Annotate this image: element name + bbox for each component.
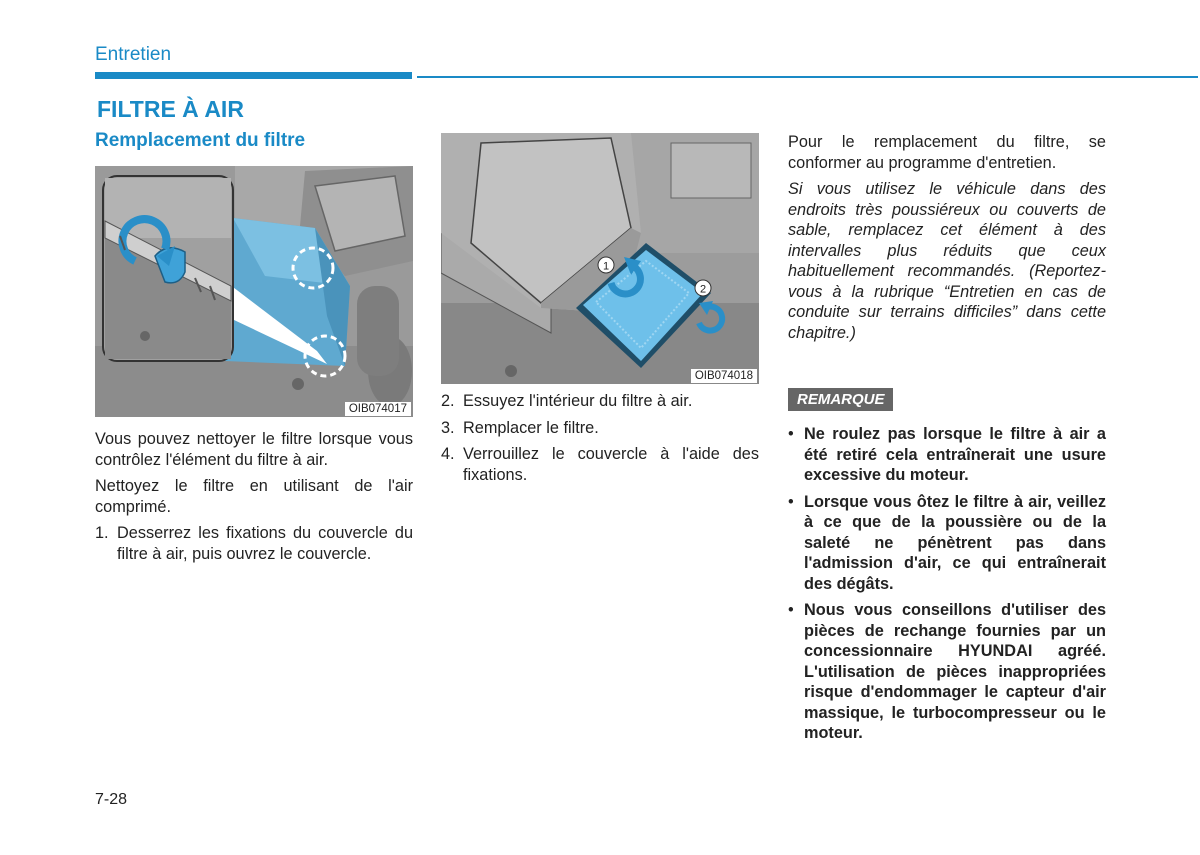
step-text: Remplacer le filtre. xyxy=(463,418,599,437)
figure-filter-replace xyxy=(441,133,759,384)
page-title: FILTRE À AIR xyxy=(97,96,244,122)
callout-2: 2 xyxy=(699,283,707,296)
step-number: 2. xyxy=(441,392,455,410)
step-item xyxy=(441,418,759,439)
paragraph-schedule: Pour le remplacement du filtre, se conformer au programme d'entretien. xyxy=(788,133,1106,172)
bullet-icon: • xyxy=(788,601,794,619)
step-text: Desserrez les fixations du couvercle du filtre à air, puis ouvrez le couvercle. xyxy=(117,524,413,563)
bullet-text: Nous vous conseillons d'utiliser des pièces de rechange fournies par un concessionnaire HYUNDAI agréé. L'utilisation de pièces inappropriées risque d'endommager le capteur d'air massique, le turbocompresseur ou le moteur. xyxy=(804,601,1106,742)
figure-filter-cover xyxy=(95,166,413,417)
bullet-icon: • xyxy=(788,425,794,443)
bullet-text: Lorsque vous ôtez le filtre à air, veillez à ce que de la poussière ou de la saleté ne pénètrent pas dans l'admission d'air, ce qui entraînerait des dégâts. xyxy=(804,492,1106,593)
step-item xyxy=(441,444,759,485)
column-left-text xyxy=(95,429,413,570)
column-middle-text xyxy=(441,391,759,491)
paragraph-clean-info: Vous pouvez nettoyer le filtre lorsque vous contrôlez l'élément du filtre à air. xyxy=(95,430,413,469)
paragraph-dusty-conditions: Si vous utilisez le véhicule dans des endroits très poussiéreux ou couverts de sable, remplacez cet élément à des intervalles plus réduits que ceux habituellement recommandés. (Reportez-vous à la rubrique “Entretien en cas de conduite sur terrains difficiles” dans cette chapitre.) xyxy=(788,180,1106,342)
remark-badge: REMARQUE xyxy=(788,388,893,411)
header-rule-thin xyxy=(417,76,1198,78)
section-label: Entretien xyxy=(95,44,172,65)
engine-bay-illustration-1 xyxy=(95,166,413,417)
paragraph-compressed-air: Nettoyez le filtre en utilisant de l'air comprimé. xyxy=(95,477,413,516)
step-number: 1. xyxy=(95,524,109,542)
figure-code-1: OIB074017 xyxy=(345,402,411,416)
figure-code-2: OIB074018 xyxy=(691,369,757,383)
list-item xyxy=(788,424,1106,486)
step-number: 4. xyxy=(441,445,455,463)
engine-bay-illustration-2 xyxy=(441,133,759,384)
header-rule-thick xyxy=(95,72,412,79)
page-number: 7-28 xyxy=(95,791,128,808)
step-item xyxy=(441,391,759,412)
step-text: Essuyez l'intérieur du filtre à air. xyxy=(463,392,693,410)
list-item xyxy=(788,600,1106,744)
section-subtitle: Remplacement du filtre xyxy=(95,130,306,151)
remark-bullet-list xyxy=(788,424,1106,750)
step-number: 3. xyxy=(441,418,455,437)
callout-1: 1 xyxy=(602,260,610,273)
step-text: Verrouillez le couvercle à l'aide des fixations. xyxy=(463,445,759,484)
column-right-text xyxy=(788,132,1106,349)
list-item xyxy=(788,492,1106,595)
bullet-icon: • xyxy=(788,492,794,511)
step-item xyxy=(95,523,413,564)
bullet-text: Ne roulez pas lorsque le filtre à air a été retiré cela entraînerait une usure excessive du moteur. xyxy=(804,425,1106,484)
